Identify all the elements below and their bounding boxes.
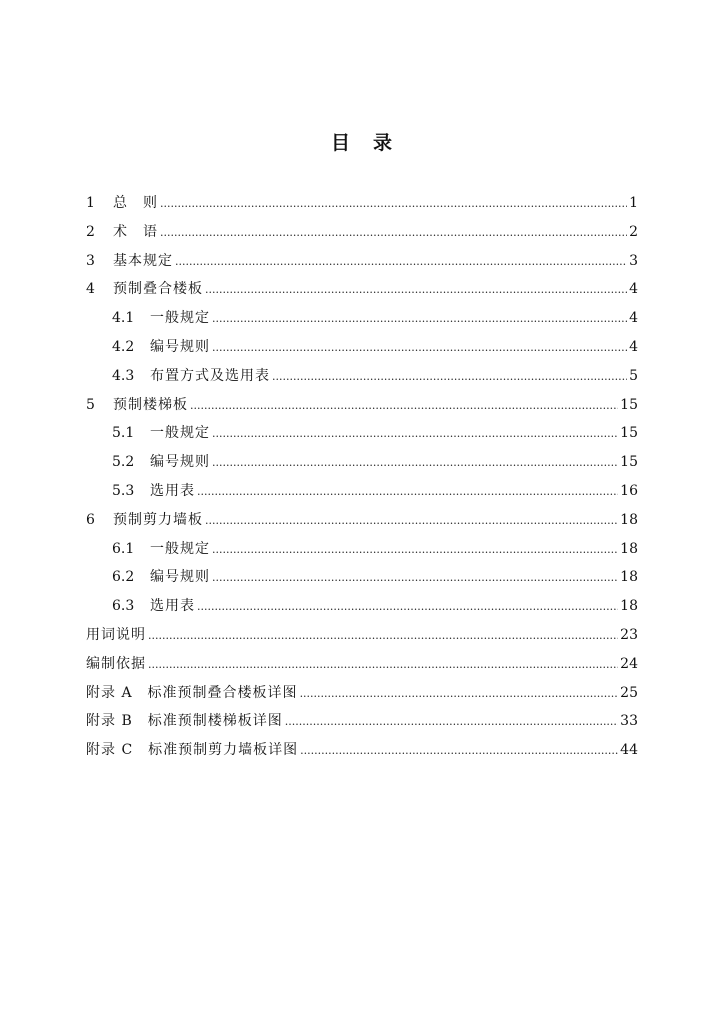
dot-leader <box>148 651 618 680</box>
toc-entry-page-number: 44 <box>620 742 638 759</box>
dot-leader <box>160 219 627 248</box>
toc-entry-label: 附录 C 标准预制剪力墙板详图 <box>86 742 299 759</box>
dot-leader <box>212 449 618 478</box>
toc-entry[interactable] <box>86 247 638 276</box>
toc-entry-number: 4 <box>86 281 95 298</box>
toc-entry-page-number: 18 <box>620 540 638 557</box>
toc-entry-label: 一般规定 <box>150 310 210 327</box>
toc-entry[interactable] <box>86 707 638 736</box>
toc-entry-number: 3 <box>86 252 95 269</box>
toc-entry-number: 4.1 <box>112 310 135 327</box>
toc-entry-page-number: 5 <box>629 367 638 384</box>
toc-entry-number: 6 <box>86 511 95 528</box>
toc-entry-label: 用词说明 <box>86 626 146 643</box>
toc-entry-page-number: 24 <box>620 655 638 672</box>
toc-entry[interactable] <box>86 592 638 621</box>
toc-entry-page-number: 15 <box>620 454 638 471</box>
toc-entry-label: 预制楼梯板 <box>113 396 188 413</box>
dot-leader <box>205 276 627 305</box>
dot-leader <box>205 507 618 536</box>
toc-entry-page-number: 18 <box>620 598 638 615</box>
toc-entry[interactable] <box>86 275 638 304</box>
toc-entry-label: 预制叠合楼板 <box>113 281 203 298</box>
toc-entry[interactable] <box>86 650 638 679</box>
toc-entry[interactable] <box>86 477 638 506</box>
toc-entry-label: 编号规则 <box>150 338 210 355</box>
toc-entry[interactable] <box>86 621 638 650</box>
dot-leader <box>148 622 618 651</box>
dot-leader <box>212 564 618 593</box>
toc-entry[interactable] <box>86 535 638 564</box>
toc-entry-number: 6.3 <box>112 598 135 615</box>
toc-entry[interactable] <box>86 218 638 247</box>
toc-entry-page-number: 25 <box>620 684 638 701</box>
dot-leader <box>212 334 627 363</box>
toc-entry-page-number: 4 <box>629 281 638 298</box>
toc-entry[interactable] <box>86 736 638 765</box>
dot-leader <box>175 248 627 277</box>
toc-entry-number: 2 <box>86 223 95 240</box>
page-title <box>0 128 724 155</box>
toc-entry[interactable] <box>86 189 638 218</box>
toc-entry-number: 5.2 <box>112 454 135 471</box>
toc-entry-label: 附录 A 标准预制叠合楼板详图 <box>86 684 298 701</box>
toc-entry[interactable] <box>86 304 638 333</box>
toc-entry[interactable] <box>86 679 638 708</box>
toc-entry-page-number: 2 <box>629 223 638 240</box>
toc-entry[interactable] <box>86 448 638 477</box>
toc-entry-label: 总 则 <box>113 195 158 211</box>
toc-entry-label: 一般规定 <box>150 425 210 442</box>
toc-entry[interactable] <box>86 506 638 535</box>
dot-leader <box>285 708 618 737</box>
toc-entry-label: 预制剪力墙板 <box>113 511 203 528</box>
toc-entry-number: 4.3 <box>112 367 135 384</box>
toc-entry[interactable] <box>86 391 638 420</box>
toc-entry-page-number: 15 <box>620 396 638 413</box>
toc-entry-number: 5 <box>86 396 95 413</box>
toc-entry-label: 附录 B 标准预制楼梯板详图 <box>86 713 283 730</box>
table-of-contents <box>86 189 638 765</box>
toc-entry-page-number: 3 <box>629 252 638 269</box>
toc-entry-page-number: 15 <box>620 425 638 442</box>
dot-leader <box>212 420 618 449</box>
toc-entry-label: 选用表 <box>150 598 195 615</box>
toc-entry-label: 编号规则 <box>150 454 210 471</box>
title-char-2: 录 <box>373 132 394 154</box>
title-char-1: 目 <box>330 132 351 154</box>
dot-leader <box>300 737 618 766</box>
toc-entry[interactable] <box>86 563 638 592</box>
dot-leader <box>272 363 627 392</box>
toc-entry-number: 1 <box>86 195 95 211</box>
toc-entry-page-number: 23 <box>620 626 638 643</box>
toc-entry[interactable] <box>86 362 638 391</box>
toc-entry-page-number: 33 <box>620 713 638 730</box>
dot-leader <box>212 305 627 334</box>
dot-leader <box>160 190 627 219</box>
dot-leader <box>190 392 618 421</box>
dot-leader <box>300 680 619 709</box>
toc-entry-label: 术 语 <box>113 223 158 240</box>
toc-entry[interactable] <box>86 419 638 448</box>
toc-entry-label: 布置方式及选用表 <box>150 367 270 384</box>
toc-entry-label: 一般规定 <box>150 540 210 557</box>
dot-leader <box>212 536 618 565</box>
toc-entry-page-number: 4 <box>629 338 638 355</box>
toc-entry-page-number: 16 <box>620 482 638 499</box>
toc-entry-page-number: 18 <box>620 511 638 528</box>
dot-leader <box>197 478 618 507</box>
toc-entry-page-number: 4 <box>629 310 638 327</box>
toc-entry-number: 5.1 <box>112 425 135 442</box>
toc-entry-page-number: 18 <box>620 569 638 586</box>
toc-entry-label: 编号规则 <box>150 569 210 586</box>
toc-entry-label: 编制依据 <box>86 655 146 672</box>
toc-entry-label: 基本规定 <box>113 252 173 269</box>
toc-entry-number: 6.1 <box>112 540 135 557</box>
dot-leader <box>197 593 618 622</box>
toc-entry-label: 选用表 <box>150 482 195 499</box>
toc-entry-page-number: 1 <box>629 195 638 211</box>
toc-entry[interactable] <box>86 333 638 362</box>
toc-entry-number: 5.3 <box>112 482 135 499</box>
toc-entry-number: 6.2 <box>112 569 135 586</box>
toc-entry-number: 4.2 <box>112 338 135 355</box>
